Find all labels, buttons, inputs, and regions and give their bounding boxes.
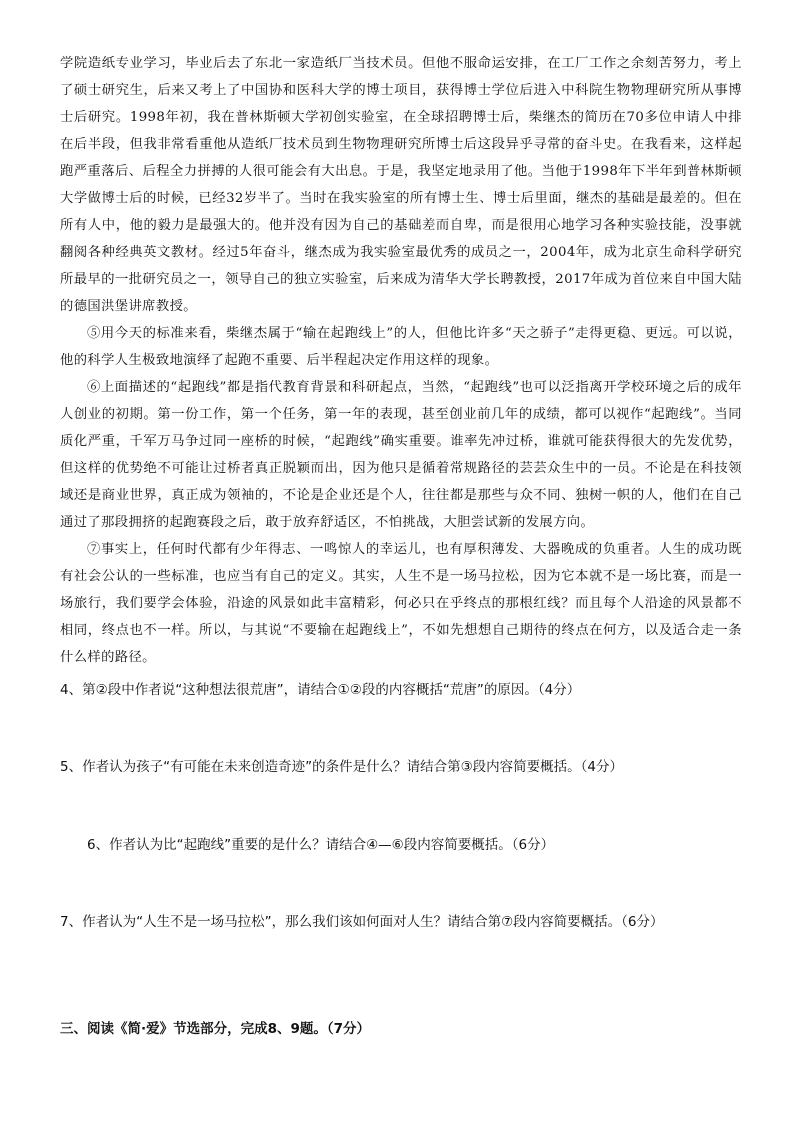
question-5: 5、作者认为孩子“有可能在未来创造奇迹”的条件是什么？请结合第③段内容简要概括。（4分）: [60, 759, 624, 775]
question-6: 6、作者认为比“起跑线”重要的是什么？请结合④—⑥段内容简要概括。（6分）: [87, 837, 555, 853]
passage-paragraph-5: ⑤用今天的标准来看，柴继杰属于“输在起跑线上”的人，但他比许多“天之骄子”走得更稳、更远。可以说，他的科学人生极致地演绎了起跑不重要、后半程起决定作用这样的现象。: [60, 326, 742, 368]
passage-paragraph-6: ⑥上面描述的“起跑线”都是指代教育背景和科研起点，当然，“起跑线”也可以泛指离开学校环境之后的成年人创业的初期。第一份工作，第一个任务，第一年的表现，甚至创业前几年的成绩，都可以视作“起跑线”。当同质化严重，千军万马争过同一座桥的时候，“起跑线”确实重要。谁率先冲过桥，谁就可能获得很大的先发优势，但这样的优势绝不可能让过桥者真正脱颖而出，因为他只是循着常规路径的芸芸众生中的一员。不论是在科技领域还是商业世界，真正成为领袖的，不论是企业还是个人，往往都是那些与众不同、独树一帜的人，他们在自己通过了那段拥挤的起跑赛段之后，敢于放弃舒适区，不怕挑战，大胆尝试新的发展方向。: [60, 380, 742, 530]
passage-paragraph-7: ⑦事实上，任何时代都有少年得志、一鸣惊人的幸运儿，也有厚积薄发、大器晚成的负重者。人生的成功既有社会公认的一些标准，也应当有自己的定义。其实，人生不是一场马拉松，因为它本就不是一场比赛，而是一场旅行，我们要学会体验，沿途的风景如此丰富精彩，何必只在乎终点的那根红线？而且每个人沿途的风景都不相同，终点也不一样。所以，与其说“不要输在起跑线上”，不如先想想自己期待的终点在何方，以及适合走一条什么样的路径。: [60, 542, 742, 665]
question-7: 7、作者认为“人生不是一场马拉松”，那么我们该如何面对人生？请结合第⑦段内容简要概括。（6分）: [60, 914, 664, 930]
passage-paragraph-continued: 学院造纸专业学习，毕业后去了东北一家造纸厂当技术员。但他不服命运安排，在工厂工作之余刻苦努力，考上了硕士研究生，后来又考上了中国协和医科大学的博士项目，获得博士学位后进入中科院生物物理研究所从事博士后研究。1998年初，我在普林斯顿大学初创实验室，在全球招聘博士后，柴继杰的简历在70多位申请人中排在后半段，但我非常看重他从造纸厂技术员到生物物理研究所博士后这段异乎寻常的奋斗史。在我看来，这样起跑严重落后、后程全力拼搏的人很可能会有大出息。于是，我坚定地录用了他。当他于1998年下半年到普林斯顿大学做博士后的时候，已经32岁半了。当时在我实验室的所有博士生、博士后里面，继杰的基础是最差的。但在所有人中，他的毅力是最强大的。他并没有因为自己的基础差而自卑，而是很用心地学习各种实验技能，没事就翻阅各种经典英文教材。经过5年奋斗，继杰成为我实验室最优秀的成员之一，2004年，成为北京生命科学研究所最早的一批研究员之一，领导自己的独立实验室，后来成为清华大学长聘教授，2017年成为首位来自中国大陆的德国洪堡讲席教授。: [60, 56, 742, 314]
reading-passage: [60, 50, 742, 671]
section-3-heading: 三、阅读《简·爱》节选部分，完成8、9题。（7分）: [60, 1021, 371, 1037]
question-4: 4、第②段中作者说“这种想法很荒唐”，请结合①②段的内容概括“荒唐”的原因。（4分）: [60, 682, 581, 698]
